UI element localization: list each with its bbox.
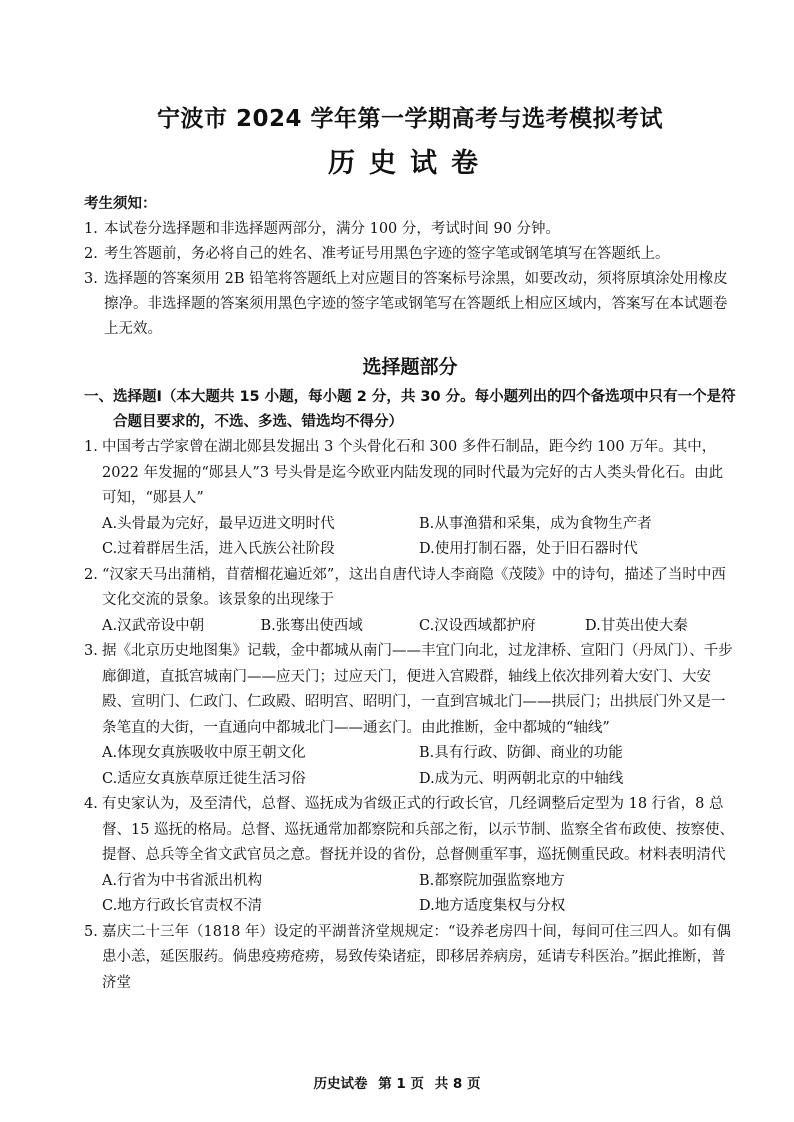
part-number: 一、	[84, 389, 113, 405]
question-4	[84, 792, 736, 920]
option-list	[84, 869, 736, 920]
option-b: B.从事渔猎和采集，成为食物生产者	[419, 515, 652, 532]
question-number: 5.	[84, 923, 98, 940]
page-footer	[0, 1072, 794, 1092]
question-number: 2.	[84, 566, 98, 583]
option-b: B.具有行政、防御、商业的功能	[419, 745, 623, 761]
option-b: B.都察院加强监察地方	[419, 872, 565, 889]
notice-item-text: 选择题的答案须用 2B 铅笔将答题纸上对应题目的答案标号涂黑，如要改动，须将原填涂处用橡皮擦净。非选择题的答案须用黑色字迹的签字笔或钢笔写在答题纸上相应区域内，答案写在本试题卷上无效。	[104, 271, 728, 337]
option-a: A.头骨最为完好，最早迈进文明时代	[102, 515, 335, 532]
option-c: C.地方行政长官责权不清	[102, 898, 263, 914]
option-d: D.使用打制石器，处于旧石器时代	[419, 541, 638, 557]
question-5	[84, 920, 736, 997]
question-stem	[84, 435, 736, 512]
option-a: A.体现女真族吸收中原王朝文化	[102, 745, 306, 761]
footer-total-pages: 共 8 页	[434, 1076, 481, 1092]
question-number: 3.	[84, 643, 98, 659]
notice-item-number: 3.	[84, 271, 98, 287]
option-b: B.张骞出使西域	[260, 617, 363, 634]
question-text: 中国考古学家曾在湖北郧县发掘出 3 个头骨化石和 300 多件石制品，距今约 100 万年。其中，2022 年发掘的“郧县人”3 号头骨是迄今欧亚内陆发现的同时代最为完好的古人类头骨化石。由此可知，“郧县人”	[102, 439, 724, 506]
exam-title: 宁波市 2024 学年第一学期高考与选考模拟考试	[156, 106, 664, 132]
question-stem	[84, 792, 736, 869]
question-text: 嘉庆二十三年（1818 年）设定的平湖普济堂规规定：“设养老房四十间，每间可住三四人。如有偶患小恙，延医服药。倘患疫痨疮痨，易致传染诸症，即移居养病房，延请专科医治。”据此推断，普济堂	[102, 923, 731, 991]
option-list	[84, 614, 736, 640]
notice-item	[84, 217, 736, 242]
question-2	[84, 563, 736, 640]
notice-item	[84, 242, 736, 267]
footer-page-number: 第 1 页	[378, 1076, 424, 1092]
question-number: 1.	[84, 439, 98, 455]
footer-subject: 历史试卷	[313, 1076, 368, 1092]
notice-item-text: 本试卷分选择题和非选择题两部分，满分 100 分，考试时间 90 分钟。	[104, 221, 561, 237]
option-d: D.甘英出使大秦	[585, 617, 688, 634]
question-stem	[84, 563, 736, 614]
option-list	[84, 512, 736, 563]
question-number: 4.	[84, 796, 98, 812]
notice-item-text: 考生答题前，务必将自己的姓名、准考证号用黑色字迹的签字笔或钢笔填写在答题纸上。	[104, 246, 670, 262]
question-stem	[84, 639, 736, 741]
notice-item-number: 2.	[84, 246, 98, 262]
question-stem	[84, 920, 736, 997]
option-d: D.成为元、明两朝北京的中轴线	[419, 770, 624, 787]
option-c: C.过着群居生活，进入氏族公社阶段	[102, 541, 335, 557]
option-list	[84, 741, 736, 792]
option-a: A.行省为中书省派出机构	[102, 872, 263, 889]
notice-item	[84, 267, 736, 342]
question-1	[84, 435, 736, 563]
section-title: 选择题部分	[362, 356, 458, 378]
option-c: C.汉设西域都护府	[419, 617, 536, 634]
exam-subtitle: 历史试卷	[328, 148, 492, 179]
part-header	[84, 385, 736, 435]
notice-item-number: 1.	[84, 221, 98, 237]
option-c: C.适应女真族草原迁徙生活习俗	[102, 770, 306, 787]
notice-title: 考生须知：	[84, 196, 157, 212]
part-instructions: 选择题Ⅰ（本大题共 15 小题，每小题 2 分，共 30 分。每小题列出的四个备选项中只有一个是符合题目要求的，不选、多选、错选均不得分）	[113, 389, 736, 430]
option-d: D.地方适度集权与分权	[419, 898, 566, 914]
question-text: 据《北京历史地图集》记载，金中都城从南门——丰宜门向北，过龙津桥、宣阳门（丹凤门）、千步廊御道，直抵宫城南门——应天门；过应天门，便进入宫殿群，轴线上依次排列着大安门、大安殿、宣明门、仁政门、仁政殿、昭明宫、昭明门，一直到宫城北门——拱辰门；出拱辰门外又是一条笔直的大街，一直通向中都城北门——通玄门。由此推断，金中都城的“轴线”	[102, 643, 733, 736]
question-text: “汉家天马出蒲梢，苜蓿榴花遍近郊”，这出自唐代诗人李商隐《茂陵》中的诗句，描述了当时中西文化交流的景象。该景象的出现缘于	[102, 566, 726, 608]
option-a: A.汉武帝设中朝	[102, 617, 205, 634]
question-text: 有史家认为，及至清代，总督、巡抚成为省级正式的行政长官，几经调整后定型为 18 行省，8 总督、15 巡抚的格局。总督、巡抚通常加都察院和兵部之衔，以示节制、监察全省布政使、按察使、提督、总兵等全省文武官员之意。督抚并设的省份，总督侧重军事，巡抚侧重民政。材料表明清代	[102, 796, 735, 863]
question-3	[84, 639, 736, 792]
